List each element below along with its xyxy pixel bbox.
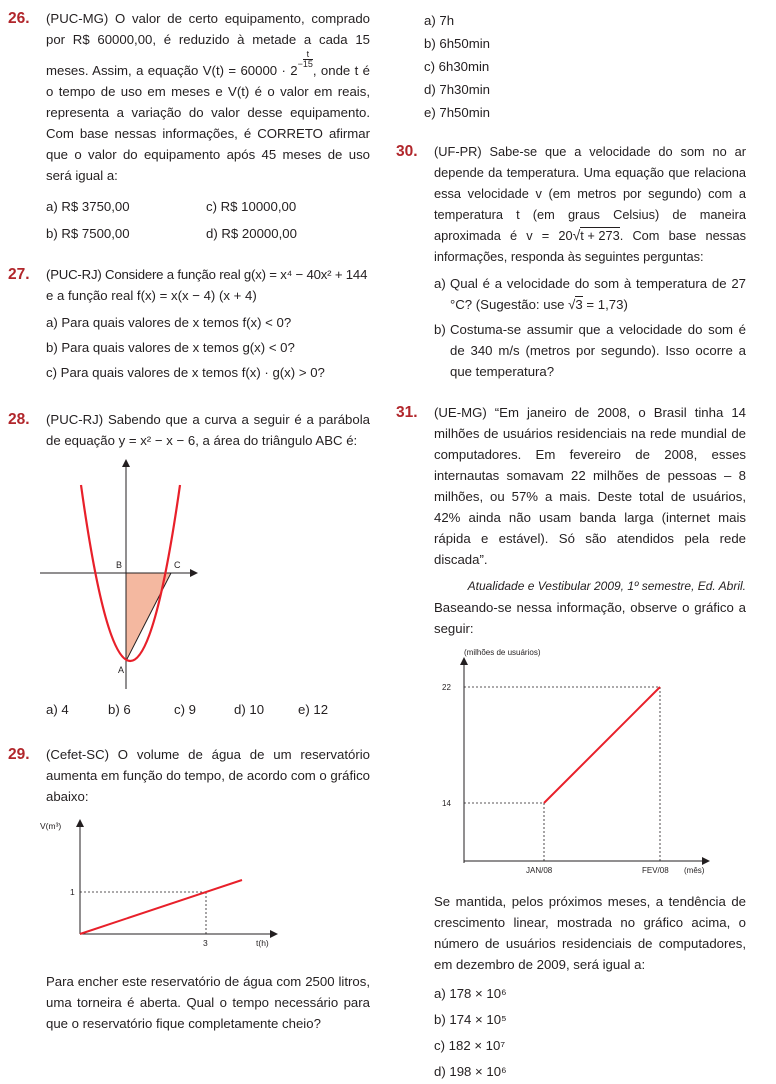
question-continuation: Se mantida, pelos próximos meses, a tendência de crescimento linear, mostrada no gráfico acima, o número de usuários residenciais de computadores, em dezembro de 2009, será igual a: — [434, 894, 746, 972]
option-e[interactable]: e) 7h50min — [424, 105, 490, 120]
y-axis-arrow — [122, 459, 130, 467]
sub-item-a: a) Qual é a velocidade do som à temperatura de 27 °C? (Sugestão: use √3 = 1,73) — [434, 276, 746, 312]
series-line — [544, 687, 660, 803]
question-number: 30. — [396, 143, 418, 160]
question-text-2: e a função real f(x) = x(x − 4) (x + 4) — [46, 288, 257, 303]
answer-options — [434, 983, 746, 1082]
y-tick-label: 1 — [70, 887, 75, 897]
sub-item-a: a) Para quais valores de x temos f(x) < 0? — [46, 315, 292, 330]
y-axis-arrow — [76, 819, 84, 827]
option-b[interactable]: b) 174 × 10⁵ — [434, 1012, 507, 1027]
y-axis-arrow — [460, 657, 468, 665]
option-d[interactable]: d) 198 × 10⁶ — [434, 1064, 507, 1079]
option-c[interactable]: c) 182 × 10⁷ — [434, 1038, 506, 1053]
option-b[interactable]: b) R$ 7500,00 — [46, 226, 130, 241]
y-axis-label: V(m³) — [40, 821, 62, 831]
option-c[interactable]: c) 6h30min — [424, 59, 490, 74]
x-tick-label-0: JAN/08 — [526, 866, 553, 875]
chart-intro: Baseando-se nessa informação, observe o gráfico a seguir: — [434, 600, 746, 636]
x-tick-label-1: FEV/08 — [642, 866, 669, 875]
y-tick-label-1: 22 — [442, 683, 451, 692]
question-number: 28. — [8, 411, 30, 428]
option-b[interactable]: b) 6 — [108, 702, 131, 717]
option-c[interactable]: c) R$ 10000,00 — [206, 199, 297, 214]
option-a[interactable]: a) 7h — [424, 13, 455, 28]
users-chart — [434, 647, 724, 877]
question-29 — [8, 744, 370, 1034]
question-30 — [396, 141, 746, 382]
option-d[interactable]: d) 10 — [234, 702, 265, 717]
question-number: 29. — [8, 746, 30, 763]
option-d[interactable]: d) 7h30min — [424, 82, 490, 97]
option-c[interactable]: c) 9 — [174, 702, 196, 717]
question-number: 27. — [8, 266, 30, 283]
volume-line — [80, 880, 242, 934]
x-axis-arrow — [190, 569, 198, 577]
question-31 — [396, 402, 746, 1082]
question-continuation: Para encher este reservatório de água com 2500 litros, uma torneira é aberta. Qual o tempo necessário para que o reservatório fique completamente cheio? — [46, 974, 370, 1031]
option-a[interactable]: a) 178 × 10⁶ — [434, 986, 507, 1001]
question-quote: (UE-MG) “Em janeiro de 2008, o Brasil tinha 14 milhões de usuários residenciais na rede mundial de computadores. Em fevereiro de 2008, esses internautas somavam 22 milhões de pessoas – 8 milhões, ou 57% a mais. Deste total de usuários, 42% ainda não usam banda larga (internet mais rápida e estável). Só são atendidos pela rede discada”. — [434, 405, 746, 567]
question-number: 26. — [8, 10, 30, 27]
option-a[interactable]: a) 4 — [46, 702, 69, 717]
answer-options — [46, 196, 370, 244]
x-axis-label: t(h) — [256, 938, 269, 948]
left-column — [8, 8, 370, 1034]
question-text: (UF-PR) Sabe-se que a velocidade do som no ar depende da temperatura. Uma equação que relaciona essa velocidade v (em metros por segundo) com a temperatura t (em graus Celsius) de maneira aproximada é v = 20√t + 273. Com base nessas informações, responda às seguintes perguntas: — [434, 144, 746, 264]
x-tick-label: 3 — [203, 938, 208, 948]
reservoir-graph — [40, 819, 290, 949]
label-c: C — [174, 560, 181, 570]
triangle-abc — [126, 573, 171, 661]
sub-item-c: c) Para quais valores de x temos f(x) · g(x) > 0? — [46, 365, 325, 380]
chart-marks — [442, 683, 669, 875]
right-column — [396, 8, 746, 1084]
question-29-options — [396, 10, 746, 123]
option-a[interactable]: a) R$ 3750,00 — [46, 199, 130, 214]
label-b: B — [116, 560, 123, 570]
label-a: A — [118, 665, 125, 675]
option-d[interactable]: d) R$ 20000,00 — [206, 226, 297, 241]
sub-item-b: b) Para quais valores de x temos g(x) < 0? — [46, 340, 295, 355]
question-number: 31. — [396, 404, 418, 421]
chart-y-label: (milhões de usuários) — [464, 648, 541, 657]
question-text: (PUC-MG) O valor de certo equipamento, comprado por R$ 60000,00, é reduzido à metade a cada 15 meses. Assim, a equação $V(t) = 60000 \cdot 2^{- \frac{t}{15}}$ , onde t é o tempo de uso em meses e V(t) é o valor em reais, representa a variação do valor desse equipamento. Com base nessas informações, é CORRETO afirmar que o valor do equipamento após 45 meses de uso será igual a: — [46, 11, 370, 183]
x-axis-arrow — [270, 930, 278, 938]
question-text: (Cefet-SC) O volume de água de um reservatório aumenta em função do tempo, de acordo com o gráfico abaixo: — [46, 747, 371, 804]
question-27 — [8, 264, 370, 383]
answer-options — [46, 699, 370, 720]
y-tick-label-0: 14 — [442, 799, 451, 808]
option-e[interactable]: e) 12 — [298, 702, 329, 717]
option-b[interactable]: b) 6h50min — [424, 36, 490, 51]
x-axis-arrow — [702, 857, 710, 865]
question-text: (PUC-RJ) Sabendo que a curva a seguir é a parábola de equação y = x² − x − 6, a área do triângulo ABC é: — [46, 412, 370, 448]
quote-source: Atualidade e Vestibular 2009, 1º semestre, Ed. Abril. — [467, 579, 746, 593]
parabola-figure — [40, 457, 200, 697]
question-text: (PUC-RJ) Considere a função real g(x) = x⁴ − 40x² + 144 — [46, 267, 368, 282]
sub-item-b: b) Costuma-se assumir que a velocidade do som é de 340 m/s (metros por segundo). Isso ocorre a que temperatura? — [434, 322, 746, 379]
question-28 — [8, 409, 370, 720]
chart-x-label: (mês) — [684, 866, 705, 875]
sub-items — [46, 312, 370, 383]
question-26 — [8, 8, 370, 244]
